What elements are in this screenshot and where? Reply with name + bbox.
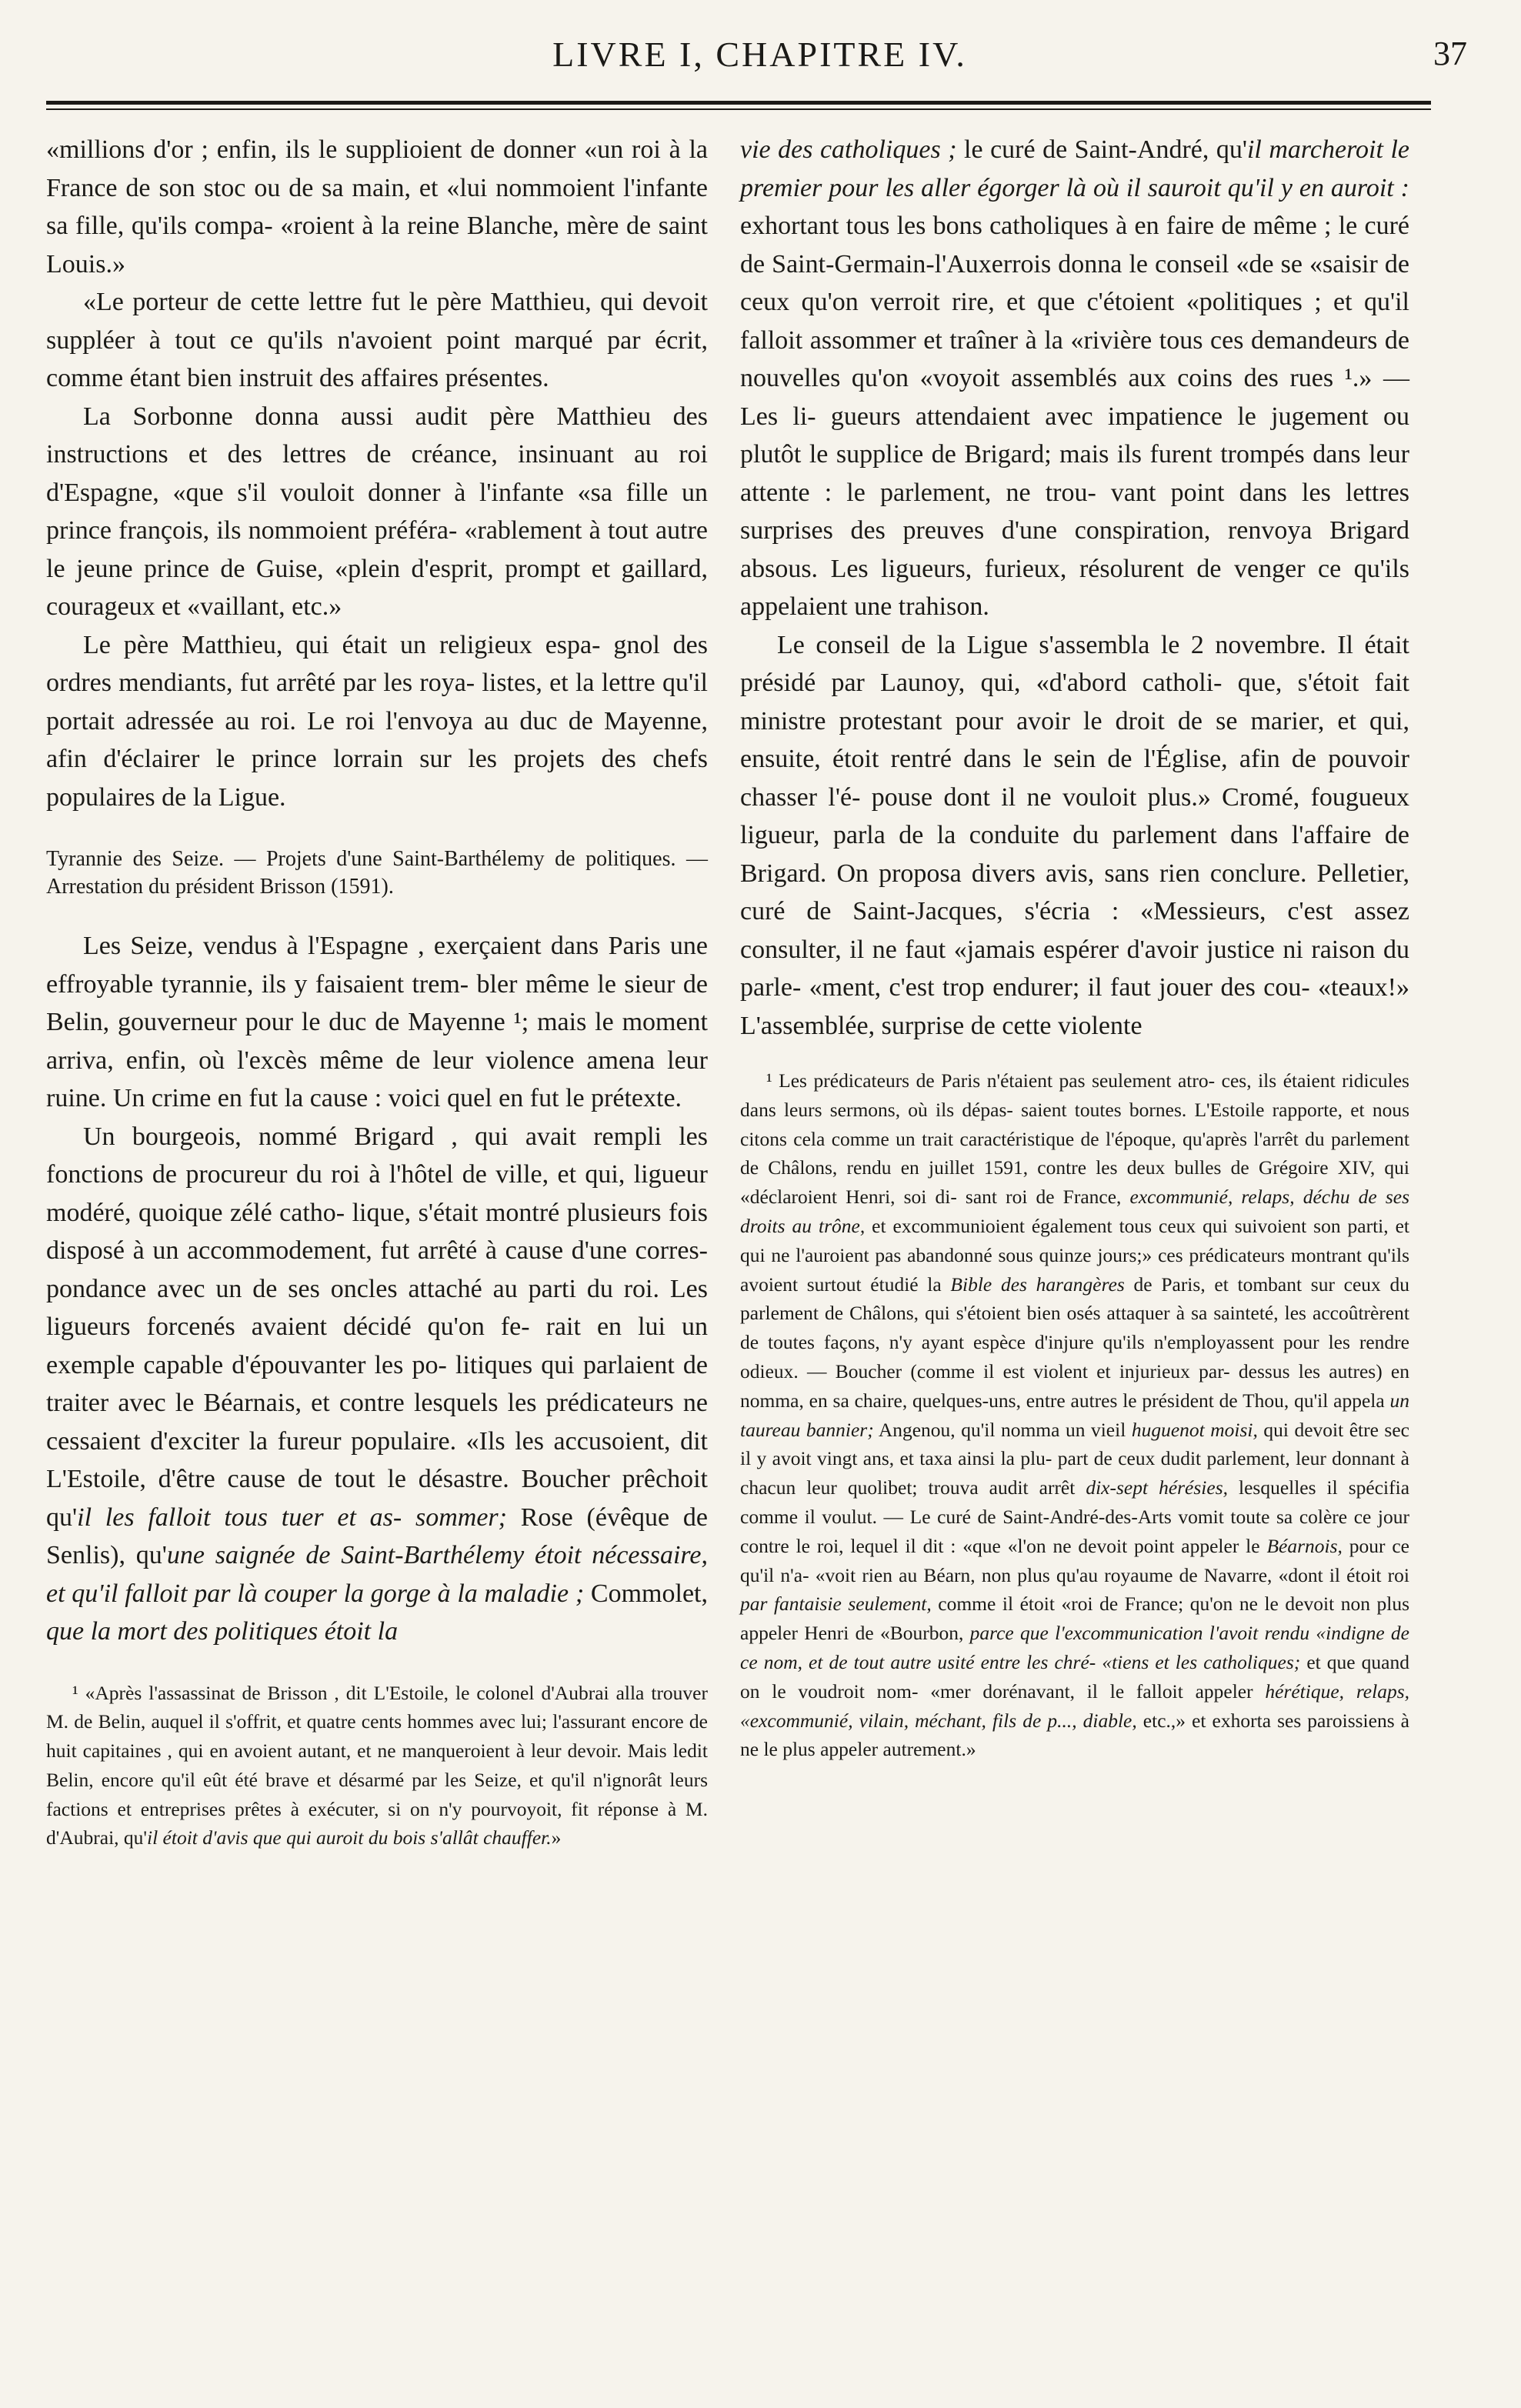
italic-quote: hérétique, relaps, «excommunié, vilain, méchant, fils de p..., diable, (740, 1679, 1409, 1732)
footnote (740, 1066, 1409, 1764)
italic-quote: que la mort des politiques étoit la (46, 1617, 399, 1646)
left-column (46, 131, 708, 1853)
text-run: de Paris, et tombant sur ceux du parlement de Châlons, qui s'étoient bien osés attaquer à sa sainteté, les accoûtrèrent de toutes façons, n'y ayant espèce d'injure qu'ils n'employassent pour les rendre odieux. — Boucher (comme il est violent et injurieux par- dessus les autres) en nomma, en sa chaire, quelques-uns, entre autres le président de Thou, qu'il appela (740, 1272, 1409, 1412)
text-run: etc.,» et exhorta ses paroissiens à ne le plus appeler autrement.» (740, 1709, 1409, 1761)
italic-quote: excommunié, relaps, déchu de ses droits au trône, (740, 1186, 1409, 1237)
text-run: Un bourgeois, nommé Brigard , qui avait rempli les fonctions de procureur du roi à l'hôtel de ville, et qui, ligueur modéré, quoique zélé catho- lique, s'était montré plusieurs fois disposé à un accommodement, fut arrêté à cause d'une corres- pondance avec un de ses oncles attaché au parti du roi. Les ligueurs forcenés avaient décidé qu'on fe- rait en lui un exemple capable d'épouvanter les po- litiques qui parlaient de traiter avec le Béarnais, et contre lesquels les prédicateurs ne cessaient d'exciter la fureur populaire. «Ils les accusoient, dit L'Estoile, d'être cause de tout le désastre. Boucher prêchoit qu' (46, 1122, 708, 1532)
italic-quote: Bible des harangères (950, 1272, 1125, 1296)
text-run: qui devoit être sec il y avoit vingt ans, et taxa ainsi la plu- part de ceux dudit parlement, leur donnant à chacun leur quolibet; trouva audit arrêt (740, 1418, 1409, 1499)
running-title: LIVRE I, CHAPITRE IV. (552, 35, 967, 74)
text-run: exhortant tous les bons catholiques à en faire de même ; le curé de Saint-Germain-l'Auxerrois donna le conseil «de se «saisir de ceux qu'on verroit rire, et que c'étoient «politiques ; et qu'il falloit assommer et traîner à la «rivière tous ces demandeurs de nouvelles qu'on «voyoit assemblés aux coins des rues ¹.» — Les li- gueurs attendaient avec impatience le jugement ou plutôt le supplice de Brigard; mais ils furent trompés dans leur attente : le parlement, ne trou- vant point dans les lettres surprises des preuves d'une conspiration, renvoya Brigard absous. Les ligueurs, furieux, résolurent de venger ce qu'ils appelaient une trahison. (740, 212, 1409, 621)
italic-quote: vie des catholiques ; (740, 135, 957, 164)
italic-quote: huguenot moisi, (1131, 1418, 1258, 1441)
text-run: » (551, 1826, 562, 1849)
paragraph: «millions d'or ; enfin, ils le supplioient de donner «un roi à la France de son stoc ou de sa main, et «lui nommoient l'infante sa fille, qu'ils compa- «roient à la reine Blanche, mère de saint Louis.» (46, 135, 708, 278)
italic-quote: il marcheroit le premier pour les aller égorger là où il sauroit qu'il y en auroit : (740, 135, 1409, 202)
italic-quote: par fantaisie seulement, (740, 1593, 932, 1616)
footnote (46, 1679, 708, 1853)
text-run: et que quand on le voudroit nom- «mer dorénavant, il le falloit appeler (740, 1650, 1409, 1703)
section-heading: Tyrannie des Seize. — Projets d'une Saint-Barthélemy de politiques. — Arrestation du président Brisson (1591). (46, 847, 708, 899)
paragraph: Les Seize, vendus à l'Espagne , exerçaient dans Paris une effroyable tyrannie, ils y faisaient trem- bler même le sieur de Belin, gouverneur pour le duc de Mayenne ¹; mais le moment arriva, enfin, où l'excès même de leur violence amena leur ruine. Un crime en fut la cause : voici quel en fut le prétexte. (46, 932, 708, 1112)
italic-quote: il étoit d'avis que qui auroit du bois s'allât chauffer. (147, 1826, 552, 1849)
header-rule-thick (46, 101, 1431, 105)
text-run: et excommunioient également tous ceux qui suivoient son parti, et qui ne l'auroient pas abandonné sous quinze jours;» ces prédicateurs montrant qu'ils avoient surtout étudié la (740, 1214, 1409, 1296)
text-run: Commolet, (584, 1579, 708, 1608)
text-run: comme il étoit «roi de France; qu'on ne le devoit non plus appeler Henri de «Bourbon, (740, 1593, 1410, 1645)
paragraph: La Sorbonne donna aussi audit père Matthieu des instructions et des lettres de créance, insinuant au roi d'Espagne, «que s'il vouloit donner à l'infante «sa fille un prince françois, ils nommoient préféra- «rablement à tout autre le jeune prince de Guise, «plein d'esprit, prompt et gaillard, courageux et «vaillant, etc.» (46, 402, 708, 621)
footnote-block (740, 1066, 1409, 1764)
text-run: lesquelles il spécifia comme il voulut. — Le curé de Saint-André-des-Arts vomit toute sa colère ce jour contre le roi, lequel il dit : «que «l'on ne devoit point appeler le (740, 1476, 1410, 1557)
italic-quote: il les falloit tous tuer et as- sommer; (77, 1502, 507, 1532)
text-run: le curé de Saint-André, qu' (956, 135, 1247, 164)
italic-quote: dix-sept hérésies, (1086, 1476, 1228, 1499)
running-header (46, 34, 1473, 80)
text-run: ¹ «Après l'assassinat de Brisson , dit L'Estoile, le colonel d'Aubrai alla trouver M. de Belin, auquel il s'offrit, et quatre cents hommes avec lui; l'assurant encore de huit capitaines , qui en avoient autant, et ne manqueroient à leur devoir. Mais ledit Belin, encore qu'il eût été brave et désarmé par les Seize, et qu'il n'ignorât leurs factions et entreprises prêtes à exécuter, si on n'y pourvoyoit, fit réponse à M. d'Aubrai, qu' (46, 1681, 708, 1849)
page-number: 37 (1433, 35, 1467, 72)
paragraph: Le conseil de la Ligue s'assembla le 2 novembre. Il était présidé par Launoy, qui, «d'abord catholi- que, s'étoit fait ministre protestant pour avoir le droit de se marier, et qui, ensuite, étoit rentré dans le sein de l'Église, afin de pouvoir chasser l'é- pouse dont il ne vouloit plus.» Cromé, fougueux ligueur, parla de la conduite du parlement dans l'affaire de Brigard. On proposa divers avis, sans rien conclure. Pelletier, curé de Saint-Jacques, s'écria : «Messieurs, c'est assez consulter, il ne faut «jamais espérer d'avoir justice ni raison du parle- «ment, c'est trop endurer; il faut jouer des cou- «teaux!» L'assemblée, surprise de cette violente (740, 630, 1409, 1040)
right-column (740, 131, 1409, 1764)
paragraph: «Le porteur de cette lettre fut le père Matthieu, qui devoit suppléer à tout ce qu'ils n'avoient point marqué par écrit, comme étant bien instruit des affaires présentes. (46, 288, 708, 392)
italic-quote: un taureau bannier; (740, 1389, 1409, 1441)
italic-quote: une saignée de Saint-Barthélemy étoit nécessaire, et qu'il falloit par là couper la gorge à la maladie ; (46, 1541, 708, 1608)
header-rule-thin (46, 108, 1431, 110)
text-run: ¹ Les prédicateurs de Paris n'étaient pas seulement atro- ces, ils étaient ridicules dans leurs sermons, où ils dépas- saient toutes bornes. L'Estoile rapporte, et nous citons cela comme un trait caractéristique de l'époque, qu'après l'arrêt du parlement de Châlons, rendu en juillet 1591, contre les deux bulles de Grégoire XIV, qui «déclaroient Henri, soi di- sant roi de France, (740, 1069, 1409, 1209)
paragraph (740, 131, 1409, 626)
text-run: pour ce qu'il n'a- «voit rien au Béarn, non plus qu'au royaume de Navarre, «dont il étoit roi (740, 1534, 1409, 1586)
italic-quote: parce que l'excommunication l'avoit rendu «indigne de ce nom, et de tout autre usité entre les chré- «tiens et les catholiques; (740, 1622, 1409, 1673)
footnote-block (46, 1679, 708, 1853)
text-run: Angenou, qu'il nomma un vieil (873, 1418, 1132, 1441)
text-run: Rose (évêque de Senlis), qu' (46, 1502, 708, 1569)
paragraph (46, 1118, 708, 1651)
paragraph: Le père Matthieu, qui était un religieux espa- gnol des ordres mendiants, fut arrêté par les roya- listes, et la lettre qu'il portait adressée au roi. Le roi l'envoya au duc de Mayenne, afin d'éclairer le prince lorrain sur les projets des chefs populaires de la Ligue. (46, 630, 708, 812)
italic-quote: Béarnois, (1266, 1534, 1343, 1557)
